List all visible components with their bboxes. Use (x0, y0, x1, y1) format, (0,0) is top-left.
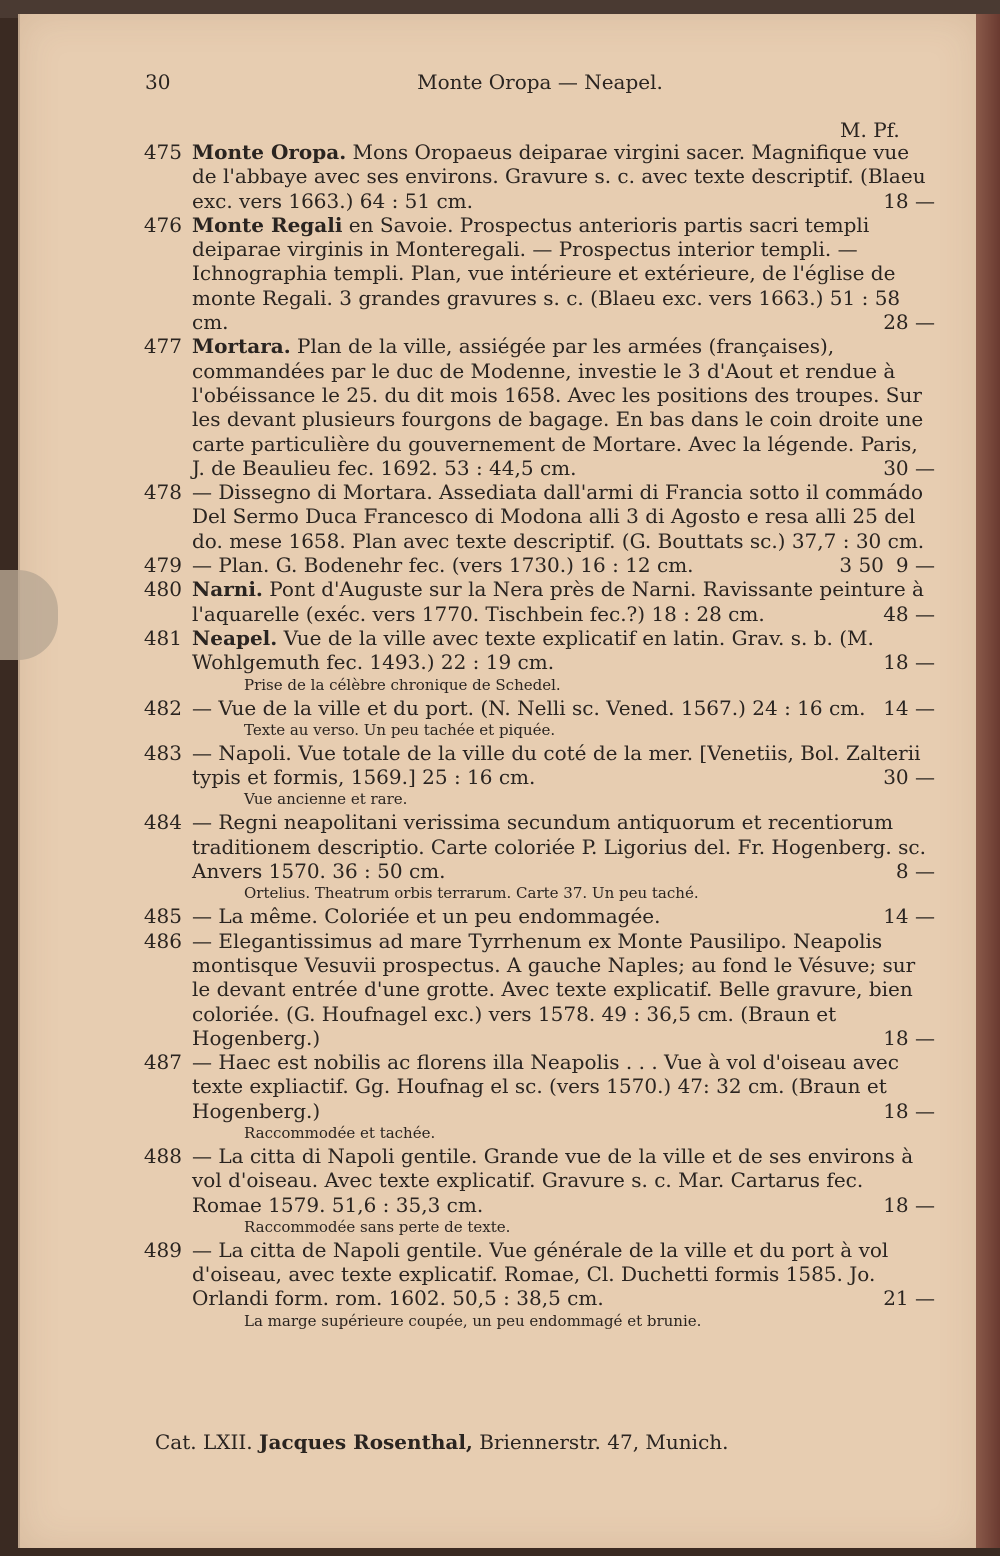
entry-text: — La même. Coloriée et un peu endommagée. (192, 904, 661, 929)
page-number: 30 (145, 70, 171, 94)
entry-text: — Regni neapolitani verissima secundum antiquorum et recentiorum traditionem descriptio. Carte coloriée P. Ligorius del. Fr. Hogenberg. sc. Anvers 1570. 36 : 50 cm. (192, 810, 926, 884)
entry-number: 486 (143, 928, 182, 953)
entry-note: La marge supérieure coupée, un peu endommagé et brunie. (244, 1311, 702, 1330)
running-title: Monte Oropa — Neapel. (417, 70, 663, 94)
catalogue-entry (130, 140, 935, 213)
entry-text: — Dissegno di Mortara. Assediata dall'armi di Francia sotto il commádo Del Sermo Duca Francesco di Modona alli 3 di Agosto e resa alli 25 del do. mese 1658. Plan avec texte descriptif. (G. Bouttats sc.) 37,7 : 30 cm. (192, 480, 925, 553)
dealer-address: Briennerstr. 47, Munich. (479, 1430, 729, 1454)
entry-price: 14 — (883, 904, 935, 929)
entry-price: 3 50 (839, 553, 884, 578)
catalogue-entry (130, 696, 935, 741)
catalogue-entry (130, 810, 935, 904)
catalogue-number: Cat. LXII. (155, 1430, 253, 1454)
entry-number: 488 (143, 1143, 182, 1168)
entry-price: 30 — (883, 765, 935, 790)
entry-number: 479 (143, 553, 182, 578)
catalogue-entry (130, 553, 935, 577)
entry-price: 28 — (883, 310, 935, 335)
entry-price: 18 — (883, 188, 935, 213)
entry-number: 475 (143, 140, 182, 164)
entry-number: 480 (143, 577, 182, 602)
entry-text: — Plan. G. Bodenehr fec. (vers 1730.) 16 : 12 cm. (192, 553, 694, 578)
entry-text: Mons Oropaeus deiparae virgini sacer. Magnifique vue de l'abbaye avec ses environs. Gravure s. c. avec texte descriptif. (Blaeu exc. vers 1663.) 64 : 51 cm. (192, 140, 926, 213)
entry-number: 489 (143, 1237, 182, 1262)
entry-price: 18 — (883, 650, 935, 675)
entry-price: 14 — (883, 695, 935, 720)
currency-header: M. Pf. (840, 118, 900, 142)
catalogue-entry (130, 334, 935, 480)
entry-text: Plan de la ville, assiégée par les armées (françaises), commandées par le duc de Modenne, investie le 3 d'Aout et rendue à l'obéissance le 25. du dit mois 1658. Avec les positions des troupes. Sur les devant plusieurs fourgons de bagage. En bas dans le coin droite une carte particulière du gouvernement de Mortare. Avec la légende. Paris, J. de Beaulieu fec. 1692. 53 : 44,5 cm. (192, 334, 924, 480)
entry-heading: Monte Regali (192, 212, 343, 237)
entry-note: Prise de la célèbre chronique de Schedel. (244, 675, 561, 694)
entry-text: — Vue de la ville et du port. (N. Nelli sc. Vened. 1567.) 24 : 16 cm. (192, 695, 866, 720)
entry-text: en Savoie. Prospectus anterioris partis sacri templi deiparae virginis in Monteregali. — Prospectus interior templi. — Ichnographia templi. Plan, vue intérieure et extérieure, de l'église de monte Regali. 3 grandes gravures s. c. (Blaeu exc. vers 1663.) 51 : 58 cm. (192, 212, 901, 335)
entry-number: 487 (143, 1050, 182, 1075)
entry-text: — La citta di Napoli gentile. Grande vue de la ville et de ses environs à vol d'oiseau. Avec texte explicatif. Gravure s. c. Mar. Cartarus fec. Romae 1579. 51,6 : 35,3 cm. (192, 1143, 914, 1217)
entry-price: 21 — (883, 1286, 935, 1311)
entry-price: 9 — (895, 553, 935, 578)
catalogue-entries (130, 140, 935, 1332)
entry-text: — La citta de Napoli gentile. Vue générale de la ville et du port à vol d'oiseau, avec texte explicatif. Romae, Cl. Duchetti formis 1585. Jo. Orlandi form. rom. 1602. 50,5 : 38,5 cm. (192, 1237, 889, 1311)
entry-price: 18 — (883, 1098, 935, 1123)
entry-number: 484 (143, 810, 182, 835)
entry-number: 476 (143, 212, 182, 237)
page-footer (155, 1430, 915, 1454)
catalogue-entry (130, 1144, 935, 1238)
entry-number: 482 (143, 695, 182, 720)
entry-price: 18 — (883, 1192, 935, 1217)
entry-number: 478 (143, 480, 182, 505)
entry-text: — Haec est nobilis ac florens illa Neapolis . . . Vue à vol d'oiseau avec texte expliactif. Gg. Houfnag el sc. (vers 1570.) 47: 32 cm. (Braun et Hogenberg.) (192, 1050, 899, 1123)
entry-heading: Neapel. (192, 625, 278, 650)
entry-note: Texte au verso. Un peu tachée et piquée. (244, 720, 556, 739)
dealer-name: Jacques Rosenthal, (259, 1430, 473, 1454)
entry-heading: Narni. (192, 577, 263, 602)
entry-note: Raccommodée et tachée. (244, 1123, 436, 1142)
entry-price: 18 — (883, 1025, 935, 1050)
entry-price: 30 — (883, 455, 935, 480)
entry-note: Ortelius. Theatrum orbis terrarum. Carte 37. Un peu taché. (244, 884, 699, 903)
entry-note: Vue ancienne et rare. (244, 790, 408, 809)
catalogue-entry (130, 929, 935, 1050)
entry-price: 8 — (895, 859, 935, 884)
catalogue-entry (130, 1238, 935, 1332)
entry-text: — Napoli. Vue totale de la ville du coté de la mer. [Venetiis, Bol. Zalterii typis et formis, 1569.] 25 : 16 cm. (192, 740, 921, 790)
entry-text: Pont d'Auguste sur la Nera près de Narni. Ravissante peinture à l'aquarelle (exéc. vers 1770. Tischbein fec.?) 18 : 28 cm. (192, 577, 924, 626)
entry-price: 48 — (883, 601, 935, 626)
entry-text: — Elegantissimus ad mare Tyrrhenum ex Monte Pausilipo. Neapolis montisque Vesuvii prospectus. A gauche Naples; au fond le Vésuve; sur le devant entrée d'une grotte. Avec texte explicatif. Belle gravure, bien coloriée. (G. Houfnagel exc.) vers 1578. 49 : 36,5 cm. (Braun et Hogenberg.) (192, 928, 916, 1050)
entry-number: 477 (143, 334, 182, 359)
catalogue-entry (130, 626, 935, 696)
entry-number: 483 (143, 740, 182, 765)
entry-number: 481 (143, 625, 182, 650)
entry-text: Vue de la ville avec texte explicatif en latin. Grav. s. b. (M. Wohlgemuth fec. 1493.) 22 : 19 cm. (192, 625, 874, 675)
catalogue-entry (130, 904, 935, 928)
catalogue-entry (130, 213, 935, 334)
running-head (145, 70, 935, 100)
entry-number: 485 (143, 904, 182, 929)
catalogue-entry (130, 741, 935, 811)
entry-heading: Mortara. (192, 334, 291, 359)
catalogue-entry (130, 1050, 935, 1144)
entry-heading: Monte Oropa. (192, 140, 347, 164)
entry-note: Raccommodée sans perte de texte. (244, 1217, 511, 1236)
book-spine (976, 14, 1000, 1548)
catalogue-entry (130, 577, 935, 626)
